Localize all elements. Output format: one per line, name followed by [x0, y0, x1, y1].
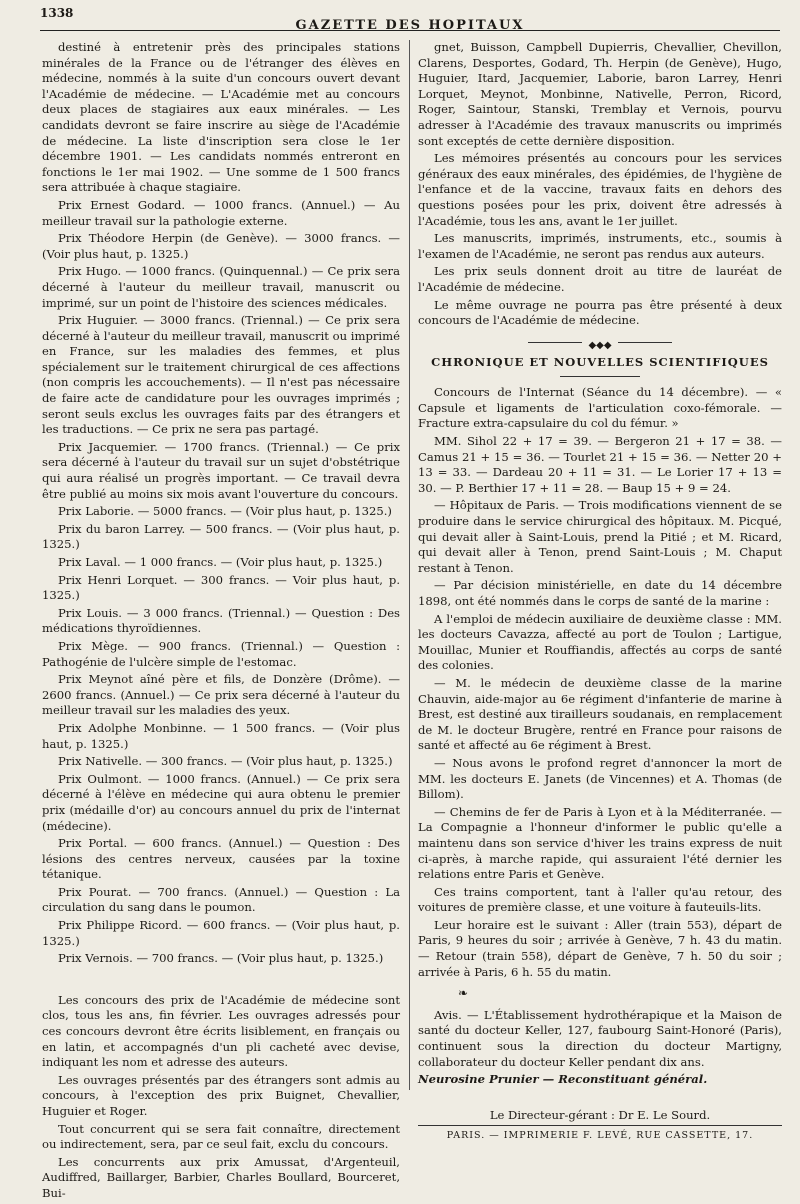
printer-imprint: PARIS. — IMPRIMERIE F. LEVÉ, RUE CASSETTE, 17. [446, 1130, 754, 1142]
section-ornament: ◆◆◆ [418, 337, 782, 347]
left-paragraphs [42, 40, 400, 967]
right-paragraphs-top [418, 40, 782, 329]
paragraph: Les ouvrages présentés par des étrangers sont admis au concours, à l'exception des prix Buignet, Chevallier, Huguier et Roger. [42, 1072, 400, 1118]
paragraph: Les manuscrits, imprimés, instruments, etc., soumis à l'examen de l'Académie, ne seront pas rendus aux auteurs. [418, 231, 782, 261]
paragraph: — M. le médecin de deuxième classe de la marine Chauvin, aide-major au 6e régiment d'infanterie de marine à Brest, est destiné aux tirailleurs soudanais, en remplacement de M. le docteur Brugère, rentré en France pour raisons de santé et affecté au 6e régiment à Brest. [418, 675, 782, 753]
paragraph: Prix Meynot aîné père et fils, de Donzère (Drôme). — 2600 francs. (Annuel.) — Ce prix sera décerné à l'auteur du meilleur travail sur les maladies des yeux. [42, 672, 400, 718]
column-divider [409, 40, 410, 1090]
paragraph: Prix Ernest Godard. — 1000 francs. (Annuel.) — Au meilleur travail sur la pathologie externe. [42, 197, 400, 228]
paragraph: Prix Louis. — 3 000 francs. (Triennal.) — Question : Des médications thyroïdiennes. [42, 605, 400, 636]
page-header [40, 4, 780, 31]
paragraph: Le même ouvrage ne pourra pas être présenté à deux concours de l'Académie de médecine. [418, 297, 782, 328]
paragraph: gnet, Buisson, Campbell Dupierris, Chevallier, Chevillon, Clarens, Desportes, Godard, Th. Herpin (de Genève), Hugo, Huguier, Itard, Jacquemier, Laborie, baron Larrey, Henri Lorquet, Meynot, Monbinne, Nativelle, Perron, Ricord, Roger, Saintour, Stanski, Tremblay et Vernois, pourvu adresser à l'Académie des travaux manuscrits ou imprimés sont exceptés de cette dernière disposition. [418, 40, 782, 148]
paragraph: Les prix seuls donnent droit au titre de lauréat de l'Académie de médecine. [418, 264, 782, 294]
paragraph: Prix Mège. — 900 francs. (Triennal.) — Question : Pathogénie de l'ulcère simple de l'estomac. [42, 638, 400, 669]
paragraph: Prix Pourat. — 700 francs. (Annuel.) — Question : La circulation du sang dans le poumon. [42, 884, 400, 915]
paragraph: — Par décision ministérielle, en date du 14 décembre 1898, ont été nommés dans le corps de santé de la marine : [418, 578, 782, 608]
paragraph: Leur horaire est le suivant : Aller (train 553), départ de Paris, 9 heures du soir ; arrivée à Genève, 7 h. 43 du matin. — Retour (train 558), départ de Genève, 7 h. 50 du soir ; arrivée à Paris, 6 h. 55 du matin. [418, 917, 782, 979]
paragraph: Ces trains comportent, tant à l'aller qu'au retour, des voitures de première classe, et une voiture à fauteuils-lits. [418, 884, 782, 915]
paragraph: Concours de l'Internat (Séance du 14 décembre). — « Capsule et ligaments de l'articulation coxo-fémorale. — Fracture extra-capsulaire du col du fémur. » [418, 385, 782, 431]
section-rule [560, 376, 640, 377]
paragraph: Prix Portal. — 600 francs. (Annuel.) — Question : Des lésions des centres nerveux, causées par la toxine tétanique. [42, 836, 400, 882]
right-column [418, 40, 782, 1144]
paragraph: Prix Hugo. — 1000 francs. (Quinquennal.) — Ce prix sera décerné à l'auteur du meilleur travail, manuscrit ou imprimé, sur un point de l'histoire des sciences médicales. [42, 264, 400, 310]
paragraph: Prix Huguier. — 3000 francs. (Triennal.) — Ce prix sera décerné à l'auteur du meilleur travail, manuscrit ou imprimé en France, sur les maladies des femmes, et plus spécialement sur le traitement chirurgical de ces affections (non compris les accouchements). — Il n'est pas nécessaire de faire acte de candidature pour les ouvrages imprimés ; seront seuls exclus les ouvrages faits par des étrangers et les traductions. — Ce prix ne sera pas partagé. [42, 313, 400, 437]
paragraph: MM. Sihol 22 + 17 = 39. — Bergeron 21 + 17 = 38. — Camus 21 + 15 = 36. — Tourlet 21 + 15 = 36. — Netter 20 + 13 = 33. — Dardeau 20 + 11 = 31. — Le Lorier 17 + 13 = 30. — P. Berthier 17 + 11 = 28. — Baup 15 + 9 = 24. [418, 434, 782, 495]
paragraph: Prix Jacquemier. — 1700 francs. (Triennal.) — Ce prix sera décerné à l'auteur du travail sur un sujet d'obstétrique qui aura réalisé un progrès important. — Ce travail devra être publié au moins six mois avant l'ouverture du concours. [42, 439, 400, 501]
director-signature: Le Directeur-gérant : Dr E. Le Sourd. [418, 1108, 782, 1127]
paragraph: — Hôpitaux de Paris. — Trois modifications viennent de se produire dans le service chirurgical des hôpitaux. M. Picqué, qui devait aller à Saint-Louis, prend la Pitié ; et M. Ricard, qui devait aller à Tenon, prend Saint-Louis ; M. Chaput restant à Tenon. [418, 498, 782, 575]
paragraph: Prix Oulmont. — 1000 francs. (Annuel.) — Ce prix sera décerné à l'élève en médecine qui aura obtenu le premier prix (médaille d'or) au concours annuel du prix de l'internat (médecine). [42, 771, 400, 833]
paragraph: Les concurrents aux prix Amussat, d'Argenteuil, Audiffred, Baillarger, Barbier, Charles Boullard, Bourceret, Bui- [42, 1154, 400, 1200]
paragraph: Prix Vernois. — 700 francs. — (Voir plus haut, p. 1325.) [58, 951, 384, 966]
paragraph: A l'emploi de médecin auxiliaire de deuxième classe : MM. les docteurs Cavazza, affecté au port de Toulon ; Lartigue, Mouillac, Munier et Rouffiandis, affectés au corps de santé des colonies. [418, 611, 782, 673]
paragraph: Les concours des prix de l'Académie de médecine sont clos, tous les ans, fin février. Les ouvrages adressés pour ces concours devront être écrits lisiblement, en français ou en latin, et accompagnés d'un pli cacheté avec devise, indiquant les nom et adresse des auteurs. [42, 992, 400, 1070]
journal-title: GAZETTE DES HOPITAUX [295, 18, 525, 33]
chronique-paragraphs [418, 385, 782, 980]
paragraph: Prix Laborie. — 5000 francs. — (Voir plus haut, p. 1325.) [58, 504, 392, 519]
paragraph: Prix Henri Lorquet. — 300 francs. — Voir plus haut, p. 1325.) [42, 572, 400, 603]
paragraph: — Chemins de fer de Paris à Lyon et à la Méditerranée. — La Compagnie a l'honneur d'informer le public qu'elle a maintenu dans son service d'hiver les trains express de nuit ci-après, à marche rapide, qui assuraient l'été dernier les relations entre Paris et Genève. [418, 804, 782, 882]
paragraph: destiné à entretenir près des principales stations minérales de la France ou de l'étranger des élèves en médecine, nommés à la suite d'un concours ouvert devant l'Académie de médecine. — L'Académie met au concours deux places de stagiaires aux eaux minérales. — Les candidats devront se faire inscrire au siège de l'Académie de médecine. La liste d'inscription sera close le 1er décembre 1901. — Les candidats nommés entreront en fonctions le 1er mai 1902. — Une somme de 1 500 francs sera attribuée à chaque stagiaire. [42, 40, 400, 195]
page-number: 1338 [40, 6, 74, 20]
paragraph: Les mémoires présentés au concours pour les services généraux des eaux minérales, des épidémies, de l'hygiène de l'enfance et de la vaccine, travaux faits en dehors des questions posées pour les prix, doivent être adressés à l'Académie, tous les ans, avant le 1er juillet. [418, 151, 782, 228]
column-gap [42, 969, 400, 993]
section-title: CHRONIQUE ET NOUVELLES SCIENTIFIQUES [431, 354, 769, 369]
paragraph: — Nous avons le profond regret d'annoncer la mort de MM. les docteurs E. Janets (de Vincennes) et A. Thomas (de Billom). [418, 755, 782, 802]
paragraph: Prix Laval. — 1 000 francs. — (Voir plus haut, p. 1325.) [58, 555, 383, 569]
advert-line: Neurosine Prunier — Reconstituant général. [418, 1072, 708, 1087]
paragraph: Prix Philippe Ricord. — 600 francs. — (Voir plus haut, p. 1325.) [42, 918, 400, 948]
left-column [42, 40, 400, 1204]
paragraph: Tout concurrent qui se sera fait connaître, directement ou indirectement, sera, par ce seul fait, exclu du concours. [42, 1121, 400, 1152]
paragraph: Prix du baron Larrey. — 500 francs. — (Voir plus haut, p. 1325.) [42, 521, 400, 552]
paragraph: Prix Théodore Herpin (de Genève). — 3000 francs. — (Voir plus haut, p. 1325.) [42, 231, 400, 261]
left-paragraphs-continued [42, 993, 400, 1202]
paragraph: Prix Nativelle. — 300 francs. — (Voir plus haut, p. 1325.) [58, 754, 393, 769]
avis-notice: Avis. — L'Établissement hydrothérapique et la Maison de santé du docteur Keller, 127, faubourg Saint-Honoré (Paris), continuent sous la direction du docteur Martigny, collaborateur du docteur Keller pendant dix ans. [418, 1007, 782, 1069]
fleuron-ornament: ❧ [458, 986, 469, 1001]
paragraph: Prix Adolphe Monbinne. — 1 500 francs. — (Voir plus haut, p. 1325.) [42, 720, 400, 751]
